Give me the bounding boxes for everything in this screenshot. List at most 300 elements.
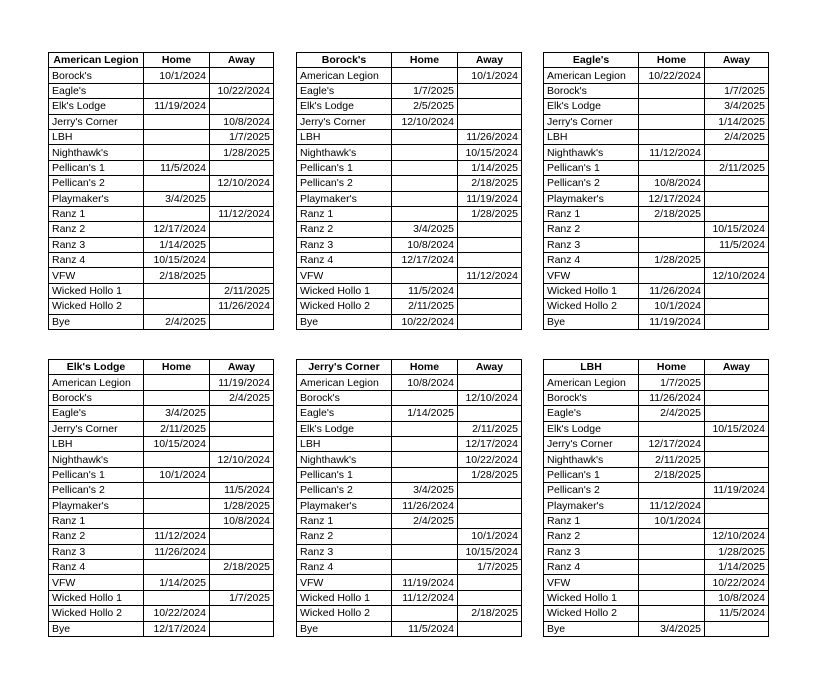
opponent-cell: Pellican's 1 (544, 467, 639, 482)
home-date-cell (639, 421, 705, 436)
home-date-cell: 12/10/2024 (392, 114, 458, 129)
opponent-cell: Ranz 2 (49, 529, 144, 544)
table-row (49, 206, 274, 221)
home-date-cell: 2/4/2025 (639, 406, 705, 421)
away-header: Away (705, 360, 769, 375)
home-date-cell: 11/12/2024 (144, 529, 210, 544)
home-date-cell (639, 575, 705, 590)
away-date-cell: 11/12/2024 (458, 268, 522, 283)
away-date-cell: 2/4/2025 (705, 129, 769, 144)
home-date-cell: 10/1/2024 (639, 299, 705, 314)
away-date-cell (458, 314, 522, 329)
away-date-cell (210, 68, 274, 83)
opponent-cell: Wicked Hollo 2 (544, 606, 639, 621)
home-date-cell: 2/11/2025 (392, 299, 458, 314)
home-date-cell: 3/4/2025 (392, 483, 458, 498)
home-date-cell (144, 129, 210, 144)
home-date-cell: 12/17/2024 (392, 253, 458, 268)
table-row (297, 299, 522, 314)
opponent-cell: Bye (544, 621, 639, 636)
away-date-cell: 1/28/2025 (705, 544, 769, 559)
away-date-cell (458, 114, 522, 129)
opponent-cell: Elk's Lodge (49, 99, 144, 114)
home-date-cell (144, 114, 210, 129)
opponent-cell: Ranz 1 (297, 513, 392, 528)
opponent-cell: Ranz 4 (544, 560, 639, 575)
table-row (49, 268, 274, 283)
home-date-cell: 3/4/2025 (144, 406, 210, 421)
table-row (49, 575, 274, 590)
opponent-cell: Elk's Lodge (544, 99, 639, 114)
home-date-cell (144, 299, 210, 314)
opponent-cell: Nighthawk's (544, 145, 639, 160)
team-header: Eagle's (544, 53, 639, 68)
opponent-cell: Wicked Hollo 2 (297, 299, 392, 314)
opponent-cell: Bye (544, 314, 639, 329)
opponent-cell: American Legion (544, 375, 639, 390)
table-row (49, 406, 274, 421)
team-header: American Legion (49, 53, 144, 68)
table-row (544, 606, 769, 621)
away-header: Away (458, 53, 522, 68)
home-date-cell (392, 421, 458, 436)
away-date-cell (705, 283, 769, 298)
opponent-cell: Ranz 3 (544, 544, 639, 559)
team-header: LBH (544, 360, 639, 375)
table-row (297, 129, 522, 144)
home-date-cell: 1/28/2025 (639, 253, 705, 268)
home-date-cell (639, 590, 705, 605)
table-row (49, 436, 274, 451)
opponent-cell: LBH (544, 129, 639, 144)
opponent-cell: Wicked Hollo 2 (49, 606, 144, 621)
away-date-cell: 12/10/2024 (210, 176, 274, 191)
home-date-cell: 10/22/2024 (639, 68, 705, 83)
away-date-cell: 2/4/2025 (210, 390, 274, 405)
opponent-cell: Borock's (544, 390, 639, 405)
away-date-cell: 12/10/2024 (458, 390, 522, 405)
away-date-cell: 10/8/2024 (210, 513, 274, 528)
home-date-cell: 2/18/2025 (639, 467, 705, 482)
away-date-cell: 11/5/2024 (210, 483, 274, 498)
table-row (49, 222, 274, 237)
away-date-cell (705, 68, 769, 83)
table-row (49, 560, 274, 575)
opponent-cell: American Legion (297, 375, 392, 390)
home-date-cell (639, 222, 705, 237)
opponent-cell: Ranz 3 (297, 237, 392, 252)
away-header: Away (210, 53, 274, 68)
away-date-cell (458, 237, 522, 252)
away-date-cell (210, 160, 274, 175)
away-date-cell: 10/15/2024 (458, 145, 522, 160)
away-date-cell: 10/8/2024 (210, 114, 274, 129)
table-row (544, 129, 769, 144)
away-date-cell (210, 99, 274, 114)
table-row (544, 299, 769, 314)
opponent-cell: Jerry's Corner (544, 436, 639, 451)
away-date-cell (210, 268, 274, 283)
table-row (544, 99, 769, 114)
home-date-cell (144, 176, 210, 191)
away-date-cell (705, 253, 769, 268)
away-header: Away (210, 360, 274, 375)
table-row (544, 575, 769, 590)
away-date-cell: 11/12/2024 (210, 206, 274, 221)
home-date-cell (639, 268, 705, 283)
away-date-cell (210, 575, 274, 590)
home-date-cell: 11/26/2024 (639, 390, 705, 405)
away-date-cell (705, 390, 769, 405)
table-row (544, 483, 769, 498)
home-date-cell (144, 83, 210, 98)
away-date-cell (705, 191, 769, 206)
table-row (297, 314, 522, 329)
away-date-cell: 1/28/2025 (210, 498, 274, 513)
away-date-cell (705, 206, 769, 221)
table-row (544, 390, 769, 405)
home-date-cell (144, 452, 210, 467)
table-row (49, 421, 274, 436)
opponent-cell: Bye (297, 314, 392, 329)
home-header: Home (144, 360, 210, 375)
table-row (544, 529, 769, 544)
away-date-cell (210, 421, 274, 436)
away-date-cell: 2/18/2025 (210, 560, 274, 575)
home-date-cell (639, 483, 705, 498)
table-row (544, 406, 769, 421)
opponent-cell: Ranz 2 (49, 222, 144, 237)
away-date-cell (210, 222, 274, 237)
away-header: Away (458, 360, 522, 375)
away-date-cell: 2/11/2025 (458, 421, 522, 436)
away-date-cell (210, 467, 274, 482)
table-row (297, 268, 522, 283)
opponent-cell: Borock's (297, 390, 392, 405)
table-row (297, 99, 522, 114)
opponent-cell: Ranz 4 (297, 253, 392, 268)
opponent-cell: Nighthawk's (49, 145, 144, 160)
table-row (297, 390, 522, 405)
opponent-cell: VFW (544, 268, 639, 283)
table-row (544, 590, 769, 605)
home-date-cell: 10/1/2024 (639, 513, 705, 528)
opponent-cell: Playmaker's (49, 498, 144, 513)
opponent-cell: Ranz 4 (544, 253, 639, 268)
home-date-cell: 3/4/2025 (144, 191, 210, 206)
opponent-cell: LBH (297, 129, 392, 144)
table-row (297, 68, 522, 83)
opponent-cell: Ranz 2 (544, 529, 639, 544)
table-row (49, 483, 274, 498)
opponent-cell: Eagle's (49, 406, 144, 421)
table-row (297, 83, 522, 98)
home-date-cell (392, 176, 458, 191)
opponent-cell: Ranz 1 (297, 206, 392, 221)
home-date-cell: 11/12/2024 (392, 590, 458, 605)
table-row (49, 129, 274, 144)
away-date-cell (458, 513, 522, 528)
away-date-cell: 1/14/2025 (458, 160, 522, 175)
away-date-cell: 2/11/2025 (705, 160, 769, 175)
away-date-cell: 1/7/2025 (705, 83, 769, 98)
away-date-cell: 1/7/2025 (210, 590, 274, 605)
opponent-cell: LBH (297, 436, 392, 451)
home-date-cell: 11/5/2024 (392, 621, 458, 636)
table-row (49, 606, 274, 621)
opponent-cell: Pellican's 2 (544, 483, 639, 498)
away-date-cell (705, 375, 769, 390)
opponent-cell: Pellican's 2 (544, 176, 639, 191)
table-row (297, 253, 522, 268)
opponent-cell: Nighthawk's (49, 452, 144, 467)
table-row (297, 176, 522, 191)
away-date-cell (210, 314, 274, 329)
away-date-cell: 1/28/2025 (458, 206, 522, 221)
table-row (544, 206, 769, 221)
table-row (544, 421, 769, 436)
table-row (49, 452, 274, 467)
away-date-cell (705, 406, 769, 421)
opponent-cell: Wicked Hollo 1 (297, 283, 392, 298)
opponent-cell: VFW (49, 268, 144, 283)
away-date-cell: 1/14/2025 (705, 114, 769, 129)
home-date-cell (639, 114, 705, 129)
home-date-cell: 1/7/2025 (392, 83, 458, 98)
away-date-cell: 10/15/2024 (458, 544, 522, 559)
table-row (297, 191, 522, 206)
away-date-cell (705, 299, 769, 314)
table-row (544, 283, 769, 298)
opponent-cell: Playmaker's (544, 498, 639, 513)
home-date-cell (144, 513, 210, 528)
table-row (49, 529, 274, 544)
away-date-cell (458, 498, 522, 513)
table-row (544, 222, 769, 237)
opponent-cell: Nighthawk's (297, 145, 392, 160)
opponent-cell: Pellican's 1 (297, 467, 392, 482)
table-row (49, 99, 274, 114)
opponent-cell: Jerry's Corner (49, 114, 144, 129)
home-date-cell: 10/8/2024 (392, 375, 458, 390)
schedule-table (48, 359, 274, 637)
away-date-cell (705, 452, 769, 467)
home-date-cell (392, 145, 458, 160)
home-date-cell (639, 83, 705, 98)
away-date-cell (458, 575, 522, 590)
home-date-cell: 11/5/2024 (392, 283, 458, 298)
away-date-cell: 11/5/2024 (705, 606, 769, 621)
home-date-cell: 2/5/2025 (392, 99, 458, 114)
home-date-cell (144, 390, 210, 405)
opponent-cell: Wicked Hollo 2 (544, 299, 639, 314)
table-row (49, 191, 274, 206)
home-date-cell (392, 191, 458, 206)
away-date-cell: 12/10/2024 (705, 529, 769, 544)
schedule-table (296, 52, 522, 330)
table-row (544, 436, 769, 451)
table-row (49, 145, 274, 160)
table-row (49, 375, 274, 390)
table-row (297, 436, 522, 451)
opponent-cell: Ranz 2 (297, 529, 392, 544)
away-date-cell: 10/8/2024 (705, 590, 769, 605)
away-date-cell: 11/26/2024 (458, 129, 522, 144)
home-header: Home (392, 360, 458, 375)
table-row (544, 191, 769, 206)
opponent-cell: Borock's (544, 83, 639, 98)
opponent-cell: Nighthawk's (297, 452, 392, 467)
home-date-cell (392, 390, 458, 405)
opponent-cell: American Legion (49, 375, 144, 390)
home-date-cell (392, 268, 458, 283)
opponent-cell: Pellican's 1 (49, 467, 144, 482)
table-header-row (544, 360, 769, 375)
home-date-cell: 3/4/2025 (639, 621, 705, 636)
opponent-cell: Pellican's 1 (297, 160, 392, 175)
opponent-cell: Ranz 4 (297, 560, 392, 575)
team-header: Borock's (297, 53, 392, 68)
table-row (49, 283, 274, 298)
home-date-cell (392, 544, 458, 559)
home-date-cell: 1/14/2025 (144, 575, 210, 590)
table-row (49, 253, 274, 268)
table-row (49, 83, 274, 98)
away-date-cell: 10/1/2024 (458, 68, 522, 83)
away-date-cell (458, 483, 522, 498)
table-row (297, 145, 522, 160)
opponent-cell: Jerry's Corner (297, 114, 392, 129)
opponent-cell: Nighthawk's (544, 452, 639, 467)
opponent-cell: Ranz 3 (297, 544, 392, 559)
opponent-cell: Bye (297, 621, 392, 636)
opponent-cell: Elk's Lodge (544, 421, 639, 436)
away-date-cell (705, 498, 769, 513)
away-date-cell: 10/22/2024 (705, 575, 769, 590)
home-date-cell: 2/4/2025 (392, 513, 458, 528)
opponent-cell: American Legion (297, 68, 392, 83)
away-date-cell (458, 283, 522, 298)
schedule-table (48, 52, 274, 330)
away-date-cell: 1/7/2025 (458, 560, 522, 575)
table-row (544, 160, 769, 175)
home-date-cell: 10/8/2024 (639, 176, 705, 191)
home-date-cell (144, 483, 210, 498)
home-date-cell: 11/26/2024 (639, 283, 705, 298)
opponent-cell: Ranz 1 (544, 206, 639, 221)
home-date-cell (639, 129, 705, 144)
away-date-cell (210, 544, 274, 559)
away-date-cell (458, 406, 522, 421)
home-date-cell: 11/26/2024 (144, 544, 210, 559)
opponent-cell: Wicked Hollo 2 (49, 299, 144, 314)
home-date-cell: 10/8/2024 (392, 237, 458, 252)
table-row (49, 299, 274, 314)
table-row (544, 544, 769, 559)
table-row (297, 283, 522, 298)
away-date-cell (705, 513, 769, 528)
away-date-cell: 11/19/2024 (705, 483, 769, 498)
away-date-cell (458, 590, 522, 605)
opponent-cell: American Legion (544, 68, 639, 83)
table-row (544, 253, 769, 268)
away-date-cell (705, 145, 769, 160)
home-date-cell: 10/1/2024 (144, 68, 210, 83)
opponent-cell: Ranz 1 (544, 513, 639, 528)
away-date-cell: 11/19/2024 (210, 375, 274, 390)
home-date-cell (144, 206, 210, 221)
table-row (544, 176, 769, 191)
home-date-cell (392, 436, 458, 451)
home-date-cell (639, 99, 705, 114)
table-row (544, 114, 769, 129)
opponent-cell: Playmaker's (297, 191, 392, 206)
home-date-cell (639, 237, 705, 252)
away-date-cell: 1/14/2025 (705, 560, 769, 575)
table-row (297, 575, 522, 590)
table-row (544, 621, 769, 636)
home-date-cell: 2/18/2025 (639, 206, 705, 221)
table-row (297, 421, 522, 436)
home-date-cell: 11/19/2024 (392, 575, 458, 590)
away-date-cell (458, 621, 522, 636)
home-date-cell (392, 129, 458, 144)
table-row (297, 160, 522, 175)
table-row (297, 483, 522, 498)
away-date-cell (210, 406, 274, 421)
table-row (49, 544, 274, 559)
home-header: Home (392, 53, 458, 68)
table-row (49, 513, 274, 528)
away-date-cell (210, 253, 274, 268)
opponent-cell: Wicked Hollo 1 (49, 590, 144, 605)
opponent-cell: Eagle's (544, 406, 639, 421)
home-header: Home (639, 53, 705, 68)
table-row (544, 513, 769, 528)
home-date-cell (392, 529, 458, 544)
home-header: Home (639, 360, 705, 375)
opponent-cell: LBH (49, 436, 144, 451)
away-date-cell (458, 299, 522, 314)
table-row (49, 68, 274, 83)
away-date-cell: 12/17/2024 (458, 436, 522, 451)
opponent-cell: Pellican's 2 (49, 483, 144, 498)
opponent-cell: Eagle's (49, 83, 144, 98)
away-date-cell: 2/18/2025 (458, 606, 522, 621)
home-date-cell: 12/17/2024 (144, 222, 210, 237)
home-date-cell (392, 560, 458, 575)
away-date-cell (458, 99, 522, 114)
home-date-cell (392, 68, 458, 83)
table-row (297, 498, 522, 513)
home-date-cell: 2/11/2025 (144, 421, 210, 436)
opponent-cell: Eagle's (297, 83, 392, 98)
home-date-cell (144, 375, 210, 390)
table-header-row (49, 53, 274, 68)
home-date-cell (144, 283, 210, 298)
away-date-cell: 10/1/2024 (458, 529, 522, 544)
table-row (544, 145, 769, 160)
home-date-cell: 2/11/2025 (639, 452, 705, 467)
team-header: Elk's Lodge (49, 360, 144, 375)
away-date-cell: 10/15/2024 (705, 421, 769, 436)
away-date-cell: 10/22/2024 (210, 83, 274, 98)
away-date-cell (210, 436, 274, 451)
away-date-cell: 10/22/2024 (458, 452, 522, 467)
home-date-cell: 11/5/2024 (144, 160, 210, 175)
home-date-cell (639, 606, 705, 621)
opponent-cell: Wicked Hollo 1 (544, 590, 639, 605)
